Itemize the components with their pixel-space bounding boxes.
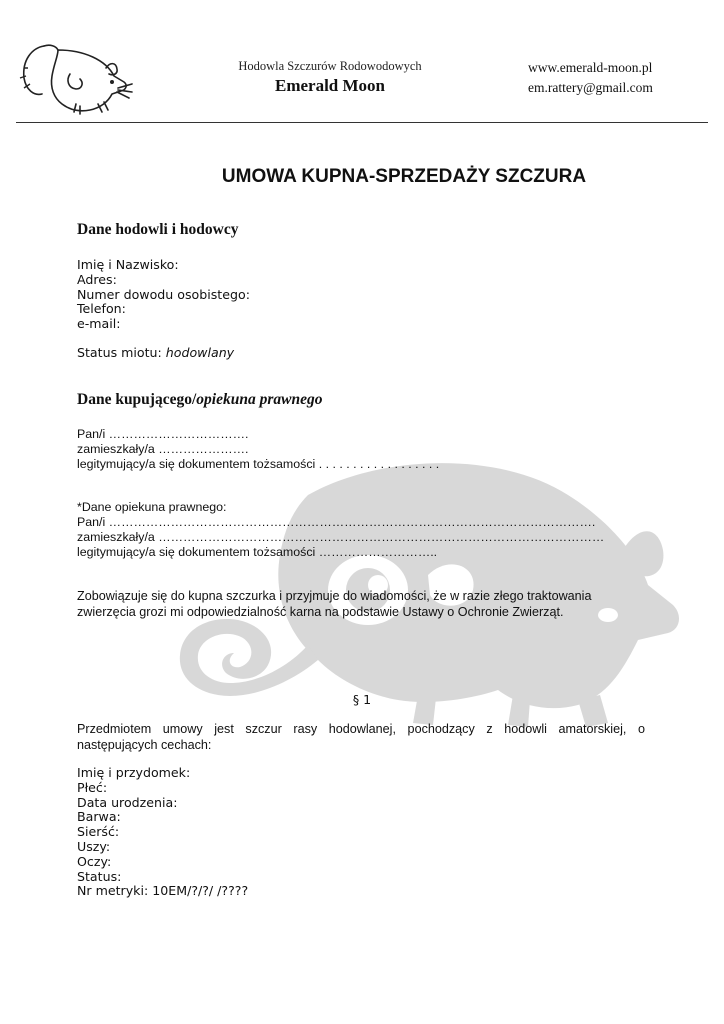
buyer-lines [77, 427, 439, 472]
buyer-line: Pan/i ……………………………. [77, 427, 249, 441]
buyer-line: zamieszkały/a …………………. [77, 442, 249, 456]
email-link[interactable]: em.rattery@gmail.com [528, 80, 653, 95]
header-divider [16, 122, 708, 123]
breeder-field: Numer dowodu osobistego: [77, 286, 250, 302]
guardian-block [77, 500, 604, 560]
rat-field: Data urodzenia: [77, 794, 178, 810]
breeder-heading: Dane hodowli i hodowcy [77, 221, 239, 238]
buyer-heading-italic: opiekuna prawnego [196, 391, 323, 408]
rat-field: Imię i przydomek: [77, 765, 191, 780]
buyer-heading [77, 391, 322, 409]
status-value: hodowlany [165, 345, 235, 360]
guardian-line: Pan/i ………………………………………………………………………………………………………. [77, 515, 596, 529]
buyer-line: legitymujący/a się dokumentem tożsamości . . . . . . . . . . . . . . . . . . [77, 457, 440, 471]
header-contact [528, 58, 708, 98]
buyer-heading-main: Dane kupującego/ [77, 391, 197, 408]
breeder-field: Telefon: [77, 301, 126, 317]
rat-field: Status: [77, 868, 122, 884]
rat-fields [77, 766, 248, 899]
rat-field: Sierść: [77, 824, 120, 840]
breeder-fields [77, 258, 250, 332]
guardian-line: zamieszkały/a ……………………………………………………………………………………………… [77, 530, 605, 544]
breeder-field: Imię i Nazwisko: [77, 257, 179, 272]
status-label: Status miotu: [77, 345, 162, 360]
guardian-line: legitymujący/a się dokumentem tożsamości ……………………….. [77, 545, 438, 559]
org-line: Hodowla Szczurów Rodowodowych [238, 59, 422, 73]
obligation-paragraph: Zobowiązuje się do kupna szczurka i przyjmuje do wiadomości, że w razie złego traktowania zwierzęcia grozi mi odpowiedzialność karna na podstawie Ustawy o Ochronie Zwierząt. [77, 589, 592, 619]
rat-field: Uszy: [77, 838, 111, 854]
document-title: UMOWA KUPNA-SPRZEDAŻY SZCZURA [221, 166, 587, 187]
breeder-field: Adres: [77, 271, 117, 287]
litter-status [77, 346, 234, 361]
rat-field: Oczy: [77, 853, 112, 869]
rat-field: Barwa: [77, 809, 121, 825]
org-name: Emerald Moon [274, 76, 386, 95]
rat-logo-icon [14, 38, 136, 120]
subject-paragraph: Przedmiotem umowy jest szczur rasy hodowlanej, pochodzący z hodowli amatorskiej, o następujących cechach: [77, 722, 645, 752]
breeder-field: e-mail: [77, 316, 121, 332]
header-org [210, 58, 450, 97]
section-mark: § 1 [352, 692, 372, 707]
website-link[interactable]: www.emerald-moon.pl [528, 60, 653, 75]
guardian-heading: *Dane opiekuna prawnego: [77, 500, 227, 514]
rat-field: Płeć: [77, 779, 108, 795]
rat-field: Nr metryki: 10EM/?/?/ /???? [77, 883, 249, 899]
